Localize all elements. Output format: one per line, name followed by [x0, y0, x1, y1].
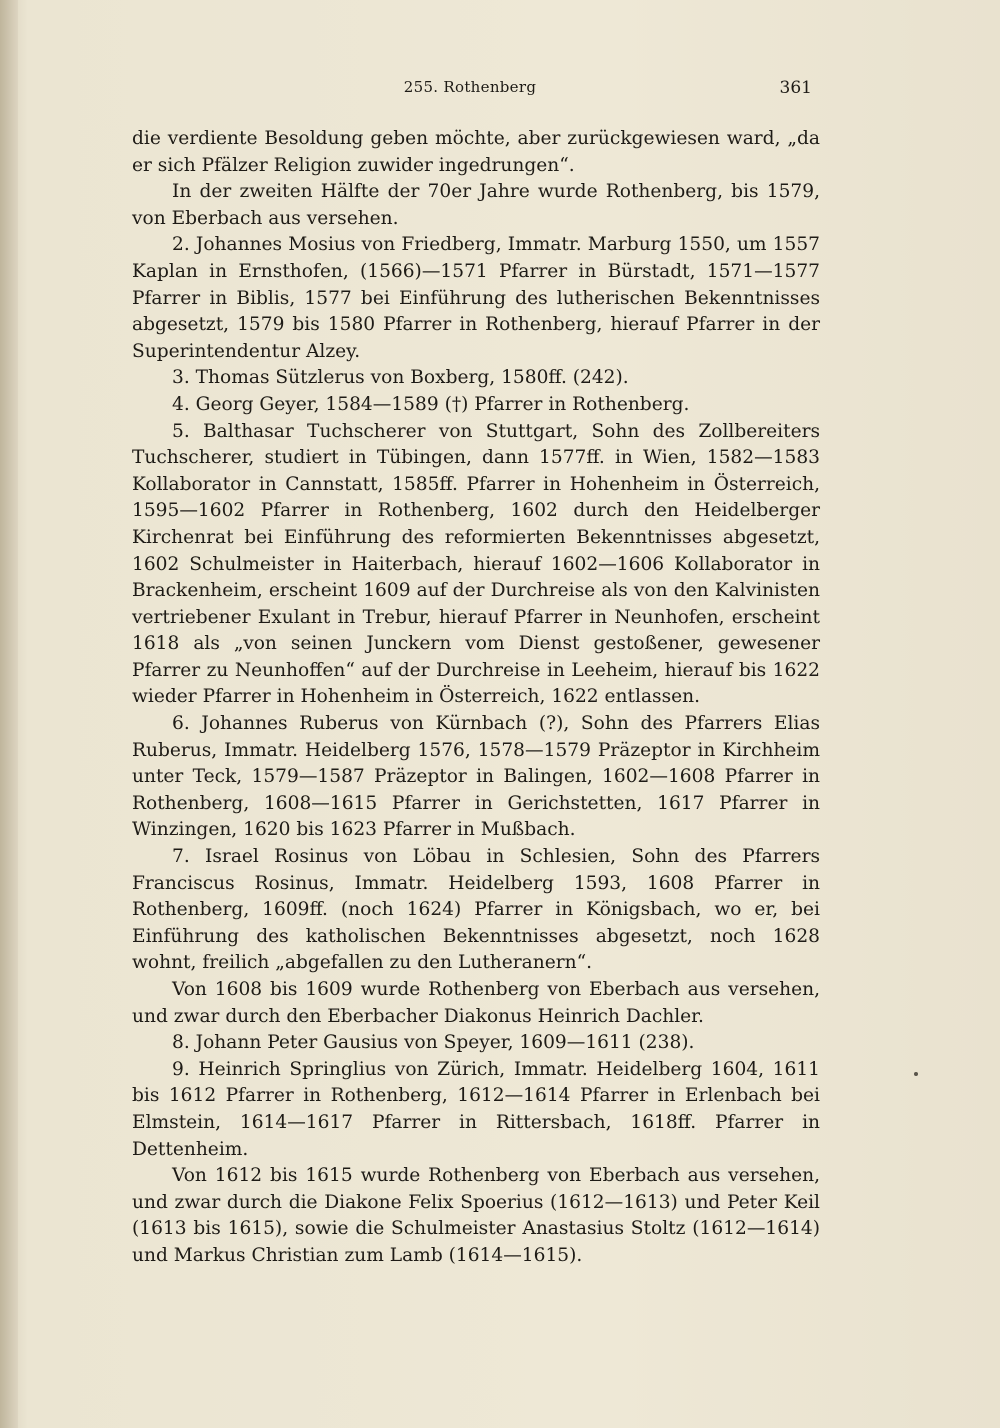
paper-speck: [914, 1072, 918, 1076]
paragraph-note: Von 1612 bis 1615 wurde Rothenberg von Eberbach aus versehen, und zwar durch die Diakone Felix Spoerius (1612—1613) und Peter Keil (1613 bis 1615), sowie die Schulmeister Anastasius Stoltz (1612—1614) und Markus Christian zum Lamb (1614—1615).: [132, 1165, 820, 1266]
entry-3-suetzlerus: 3. Thomas Sützlerus von Boxberg, 1580ff. (242).: [172, 367, 629, 389]
entry-6-ruberus: 6. Johannes Ruberus von Kürnbach (?), Sohn des Pfarrers Elias Ruberus, Immatr. Heidelberg 1576, 1578—1579 Präzeptor in Kirchheim unter Teck, 1579—1587 Präzeptor in Balingen, 1602—1608 Pfarrer in Rothenberg, 1608—1615 Pfarrer in Gerichstetten, 1617 Pfarrer in Winzingen, 1620 bis 1623 Pfarrer in Mußbach.: [132, 713, 820, 841]
entry-9-springlius: 9. Heinrich Springlius von Zürich, Immatr. Heidelberg 1604, 1611 bis 1612 Pfarrer in Rothenberg, 1612—1614 Pfarrer in Erlenbach bei Elmstein, 1614—1617 Pfarrer in Rittersbach, 1618ff. Pfarrer in Dettenheim.: [132, 1058, 820, 1160]
page-gutter-shadow: [0, 0, 18, 1428]
page-header: [120, 78, 820, 102]
paragraph-continuation: die verdiente Besoldung geben möchte, aber zurückgewiesen ward, „da er sich Pfälzer Religion zuwider ingedrungen“.: [132, 128, 820, 176]
page-number: 361: [779, 78, 812, 98]
running-head: 255. Rothenberg: [403, 78, 537, 96]
paragraph-note: In der zweiten Hälfte der 70er Jahre wurde Rothenberg, bis 1579, von Eberbach aus versehen.: [132, 181, 820, 229]
entry-4-geyer: 4. Georg Geyer, 1584—1589 (†) Pfarrer in Rothenberg.: [172, 393, 690, 415]
paragraph-note: Von 1608 bis 1609 wurde Rothenberg von Eberbach aus versehen, und zwar durch den Eberbacher Diakonus Heinrich Dachler.: [132, 979, 820, 1027]
entry-7-rosinus: 7. Israel Rosinus von Löbau in Schlesien, Sohn des Pfarrers Franciscus Rosinus, Immatr. Heidelberg 1593, 1608 Pfarrer in Rothenberg, 1609ff. (noch 1624) Pfarrer in Königsbach, wo er, bei Einführung des katholischen Bekenntnisses abgesetzt, noch 1628 wohnt, freilich „abgefallen zu den Lutheranern“.: [132, 846, 820, 974]
entry-2-mosius: 2. Johannes Mosius von Friedberg, Immatr. Marburg 1550, um 1557 Kaplan in Ernsthofen, (1566)—1571 Pfarrer in Bürstadt, 1571—1577 Pfarrer in Biblis, 1577 bei Einführung des lutherischen Bekenntnisses abgesetzt, 1579 bis 1580 Pfarrer in Rothenberg, hierauf Pfarrer in der Superintendentur Alzey.: [132, 234, 820, 362]
entry-5-tuchscherer: 5. Balthasar Tuchscherer von Stuttgart, Sohn des Zollbereiters Tuchscherer, studiert in Tübingen, dann 1577ff. in Wien, 1582—1583 Kollaborator in Cannstatt, 1585ff. Pfarrer in Hohenheim in Österreich, 1595—1602 Pfarrer in Rothenberg, 1602 durch den Heidelberger Kirchenrat bei Einführung des reformierten Bekenntnisses abgesetzt, 1602 Schulmeister in Haiterbach, hierauf 1602—1606 Kollaborator in Brackenheim, erscheint 1609 auf der Durchreise als von den Kalvinisten vertriebener Exulant in Trebur, hierauf Pfarrer in Neunhofen, erscheint 1618 als „von seinen Junckern vom Dienst gestoßener, gewesener Pfarrer zu Neunhoffen“ auf der Durchreise in Leeheim, hierauf bis 1622 wieder Pfarrer in Hohenheim in Österreich, 1622 entlassen.: [132, 420, 820, 708]
body-text: [132, 126, 820, 1270]
entry-8-gausius: 8. Johann Peter Gausius von Speyer, 1609—1611 (238).: [172, 1032, 695, 1054]
